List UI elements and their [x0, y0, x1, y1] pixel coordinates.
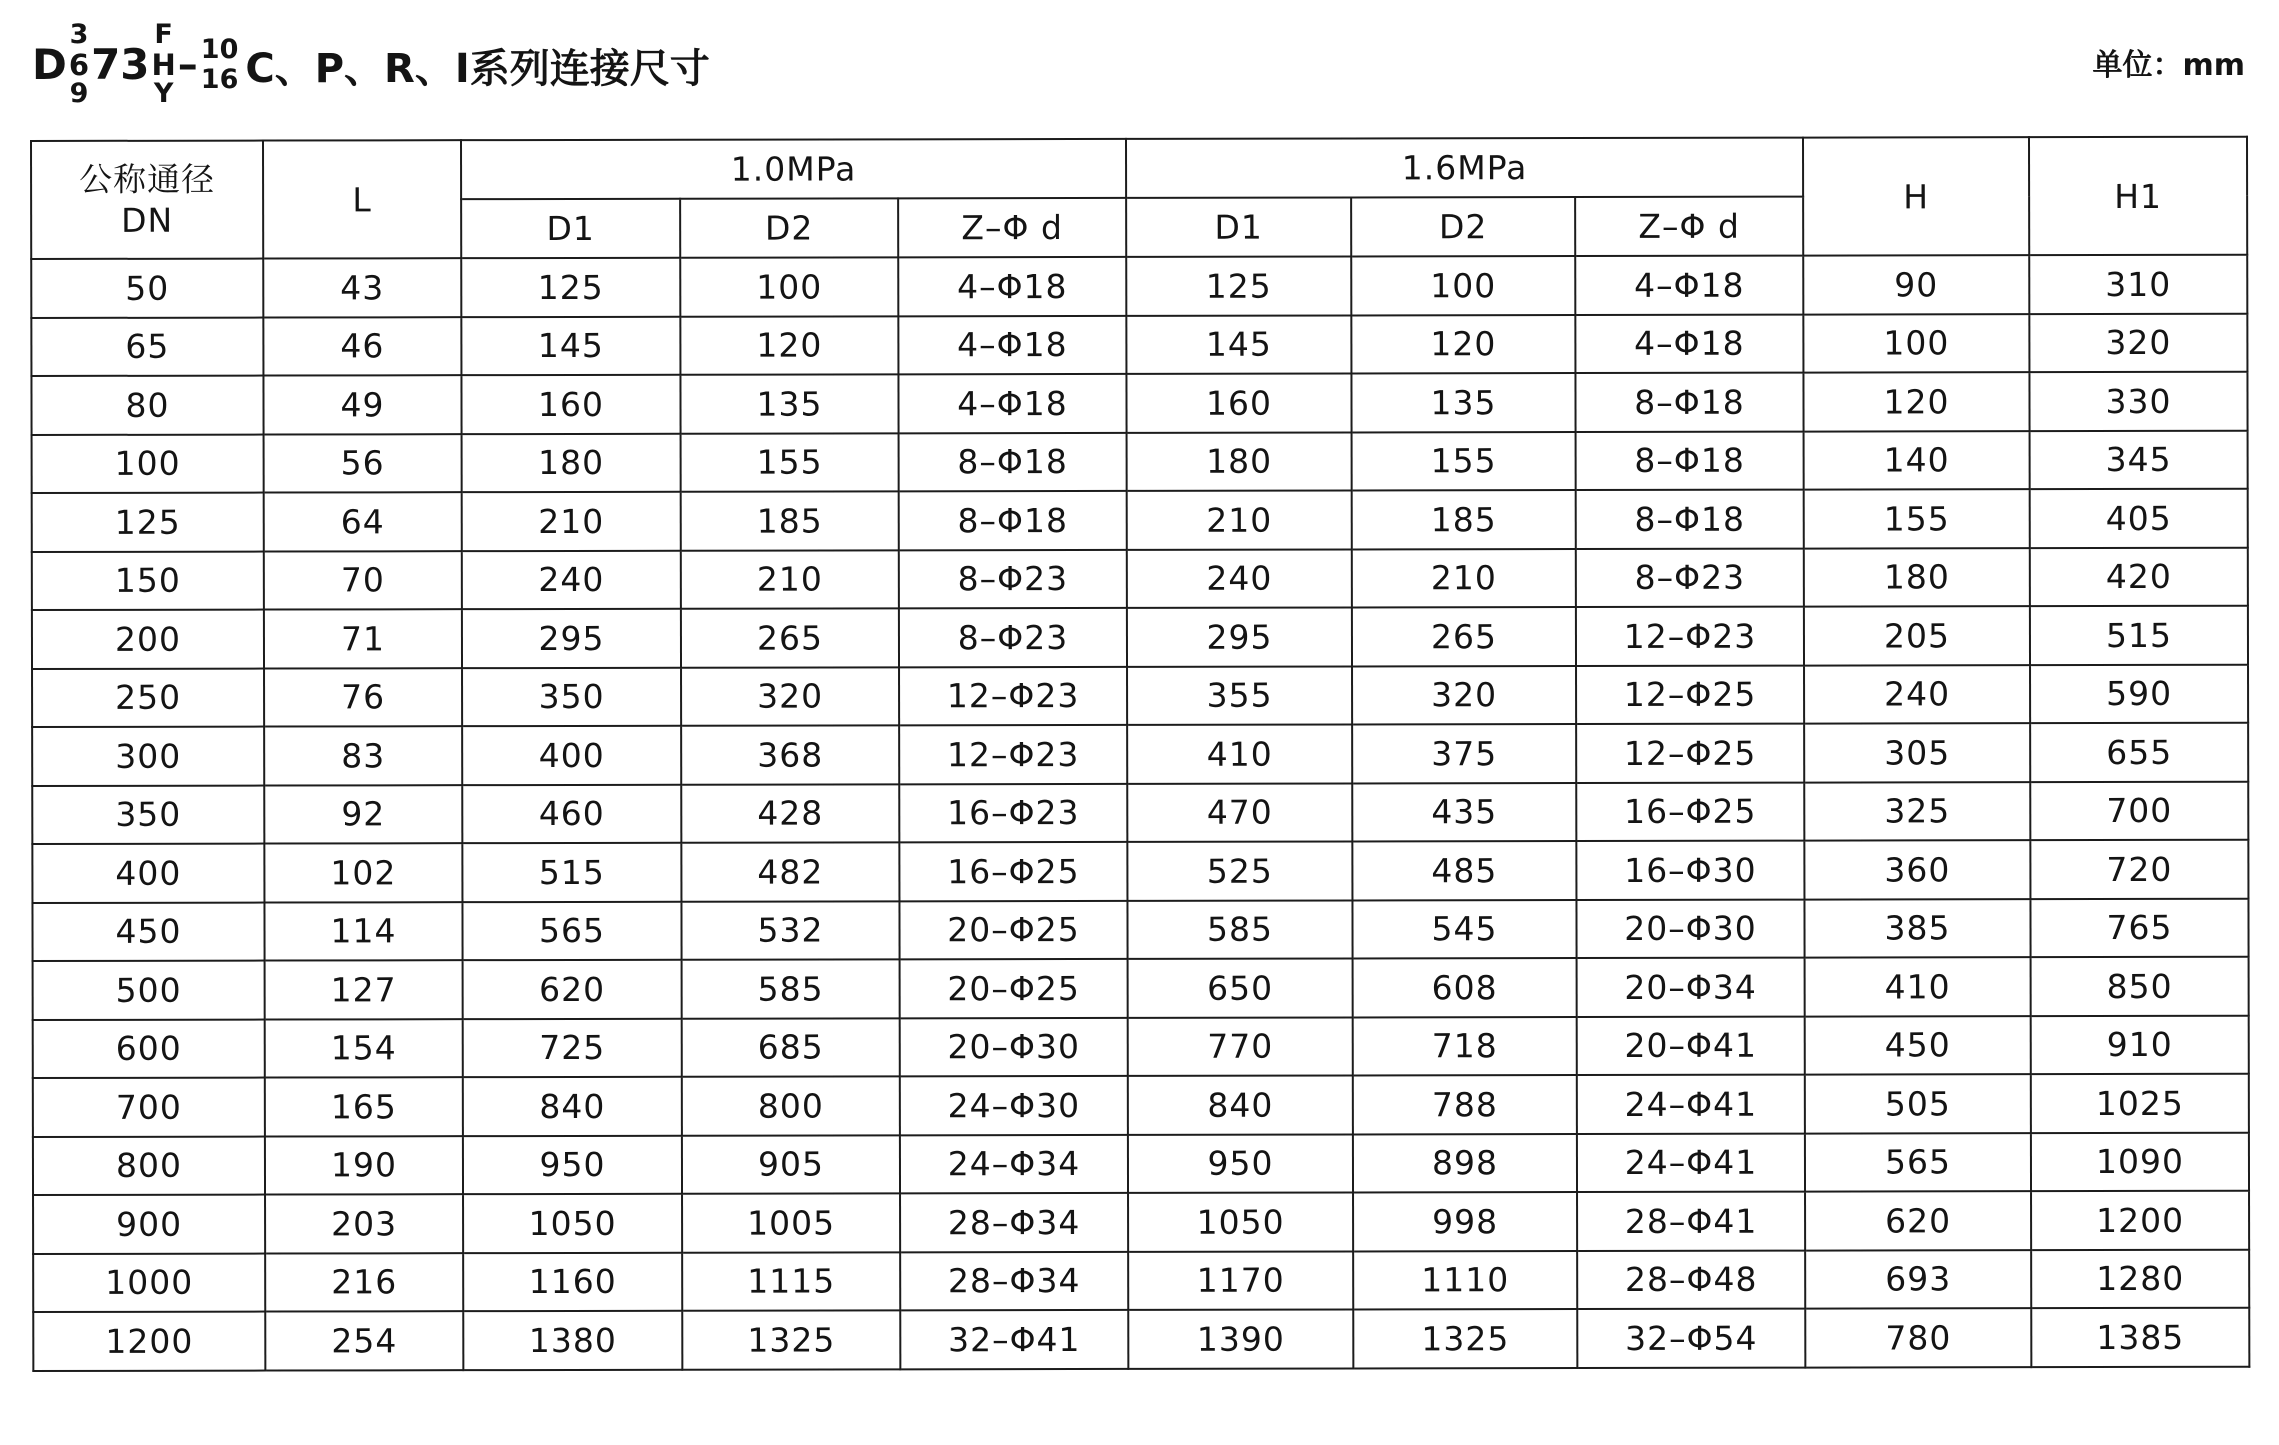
table-row [32, 840, 2248, 903]
cell-d1-1-6mpa: 410 [1127, 724, 1352, 783]
cell-d2-1-0mpa: 210 [681, 550, 899, 609]
table-header-row [31, 137, 2247, 200]
cell-dn: 100 [32, 434, 264, 493]
cell-dn: 1000 [33, 1253, 265, 1312]
cell-d1-1-0mpa: 725 [463, 1018, 682, 1077]
cell-d1-1-6mpa: 1170 [1128, 1251, 1353, 1310]
cell-d1-1-6mpa: 950 [1128, 1134, 1353, 1193]
cell-h1: 1200 [2031, 1191, 2249, 1250]
cell-l: 64 [264, 492, 462, 551]
table-body [31, 255, 2249, 1371]
cell-d2-1-6mpa: 1325 [1353, 1309, 1577, 1368]
cell-d2-1-6mpa: 210 [1352, 549, 1576, 608]
cell-d1-1-0mpa: 565 [462, 901, 681, 960]
cell-d1-1-0mpa: 210 [462, 492, 681, 551]
table-row [32, 664, 2248, 727]
subheader-z-d: Z–Φ d [1575, 197, 1803, 256]
cell-d1-1-0mpa: 1380 [463, 1311, 682, 1370]
cell-dn: 900 [33, 1195, 265, 1254]
cell-d1-1-0mpa: 145 [461, 316, 680, 375]
cell-d2-1-6mpa: 120 [1351, 315, 1575, 374]
cell-bolts-1-6mpa: 32–Φ54 [1577, 1309, 1805, 1368]
title-prefix: D [32, 40, 67, 89]
cell-h1: 590 [2030, 664, 2248, 723]
title-stack1-bottom: 9 [69, 78, 89, 110]
cell-d1-1-0mpa: 125 [461, 258, 680, 317]
cell-d1-1-6mpa: 210 [1127, 490, 1352, 549]
cell-d1-1-6mpa: 470 [1127, 783, 1352, 842]
cell-h: 325 [1804, 782, 2030, 841]
cell-l: 46 [263, 317, 461, 376]
cell-h1: 765 [2030, 898, 2248, 957]
cell-h: 360 [1804, 840, 2030, 899]
cell-dn: 700 [33, 1078, 265, 1137]
cell-d1-1-6mpa: 160 [1126, 373, 1351, 432]
header-h1: H1 [2029, 137, 2247, 255]
table-row [32, 489, 2248, 552]
cell-dn: 450 [32, 902, 264, 961]
cell-h1: 330 [2029, 372, 2247, 431]
cell-d2-1-6mpa: 320 [1352, 666, 1576, 725]
cell-d2-1-0mpa: 265 [681, 608, 899, 667]
cell-d1-1-0mpa: 1160 [463, 1252, 682, 1311]
cell-d1-1-0mpa: 515 [462, 843, 681, 902]
cell-bolts-1-6mpa: 28–Φ41 [1577, 1192, 1805, 1251]
cell-bolts-1-0mpa: 8–Φ23 [899, 608, 1127, 667]
cell-h1: 850 [2031, 957, 2249, 1016]
cell-l: 70 [264, 551, 462, 610]
cell-bolts-1-6mpa: 12–Φ25 [1576, 724, 1804, 783]
title-frac-bottom: 16 [200, 64, 239, 95]
cell-bolts-1-0mpa: 16–Φ23 [899, 783, 1127, 842]
title-stack1-mid: 6 [68, 47, 90, 82]
cell-dn: 350 [32, 785, 264, 844]
cell-d1-1-6mpa: 585 [1127, 900, 1352, 959]
subheader-z-d: Z–Φ d [898, 198, 1126, 257]
cell-d2-1-6mpa: 265 [1352, 607, 1576, 666]
cell-d2-1-6mpa: 718 [1353, 1017, 1577, 1076]
cell-d1-1-0mpa: 400 [462, 726, 681, 785]
cell-l: 127 [265, 960, 463, 1019]
cell-d2-1-0mpa: 532 [681, 901, 899, 960]
cell-l: 49 [263, 375, 461, 434]
cell-h: 120 [1803, 372, 2029, 431]
cell-bolts-1-0mpa: 4–Φ18 [898, 374, 1126, 433]
unit-label: 单位：mm [2092, 48, 2245, 83]
cell-l: 76 [264, 668, 462, 727]
cell-l: 165 [265, 1077, 463, 1136]
cell-h1: 405 [2030, 489, 2248, 548]
cell-dn: 125 [32, 493, 264, 552]
cell-h: 140 [1804, 431, 2030, 490]
cell-d1-1-6mpa: 145 [1126, 315, 1351, 374]
cell-l: 216 [265, 1253, 463, 1312]
cell-bolts-1-0mpa: 28–Φ34 [900, 1251, 1128, 1310]
dimension-table [30, 136, 2250, 1372]
cell-bolts-1-6mpa: 28–Φ48 [1577, 1250, 1805, 1309]
cell-d1-1-6mpa: 1390 [1128, 1309, 1353, 1368]
cell-bolts-1-6mpa: 16–Φ30 [1576, 841, 1804, 900]
header-l: L [263, 140, 461, 258]
cell-h1: 720 [2030, 840, 2248, 899]
table-row [33, 957, 2249, 1020]
header-dn-cn: 公称通径 [79, 159, 216, 199]
cell-d1-1-6mpa: 295 [1127, 607, 1352, 666]
cell-bolts-1-6mpa: 20–Φ34 [1577, 958, 1805, 1017]
cell-dn: 800 [33, 1136, 265, 1195]
title-pressure-stack [201, 35, 239, 94]
cell-d2-1-0mpa: 1115 [682, 1252, 900, 1311]
cell-h: 180 [1804, 548, 2030, 607]
cell-h1: 700 [2030, 781, 2248, 840]
title-mid: 73 [91, 40, 150, 89]
cell-d1-1-0mpa: 840 [463, 1077, 682, 1136]
cell-h: 565 [1805, 1133, 2031, 1192]
cell-d2-1-0mpa: 100 [680, 257, 898, 316]
header-h: H [1803, 137, 2029, 255]
subheader-d1: D1 [1126, 197, 1351, 256]
cell-d2-1-6mpa: 788 [1353, 1075, 1577, 1134]
cell-d2-1-0mpa: 120 [680, 316, 898, 375]
cell-h: 385 [1804, 899, 2030, 958]
table-row [32, 781, 2248, 844]
cell-dn: 400 [32, 844, 264, 903]
cell-d2-1-0mpa: 1005 [682, 1193, 900, 1252]
cell-h: 693 [1805, 1250, 2031, 1309]
cell-d2-1-6mpa: 1110 [1353, 1251, 1577, 1310]
title-material-stack [69, 21, 89, 108]
cell-h1: 1280 [2031, 1249, 2249, 1308]
cell-d1-1-0mpa: 295 [462, 609, 681, 668]
cell-h1: 345 [2030, 430, 2248, 489]
cell-d2-1-6mpa: 375 [1352, 724, 1576, 783]
header-dn [31, 141, 263, 259]
cell-dn: 500 [33, 961, 265, 1020]
cell-l: 92 [264, 785, 462, 844]
cell-d1-1-0mpa: 460 [462, 784, 681, 843]
cell-d2-1-6mpa: 485 [1352, 841, 1576, 900]
cell-d1-1-0mpa: 240 [462, 550, 681, 609]
cell-bolts-1-0mpa: 32–Φ41 [900, 1310, 1128, 1369]
table-row [31, 372, 2247, 435]
cell-h: 620 [1805, 1191, 2031, 1250]
cell-l: 56 [264, 434, 462, 493]
cell-bolts-1-6mpa: 4–Φ18 [1575, 256, 1803, 315]
cell-d2-1-0mpa: 685 [682, 1018, 900, 1077]
table-row [33, 1015, 2249, 1078]
cell-dn: 200 [32, 610, 264, 669]
cell-h: 205 [1804, 606, 2030, 665]
cell-d1-1-6mpa: 1050 [1128, 1192, 1353, 1251]
cell-h: 505 [1805, 1074, 2031, 1133]
cell-h: 410 [1805, 957, 2031, 1016]
title-dash: – [177, 42, 198, 88]
cell-h1: 515 [2030, 606, 2248, 665]
cell-h: 450 [1805, 1016, 2031, 1075]
cell-dn: 250 [32, 668, 264, 727]
cell-d2-1-6mpa: 155 [1352, 432, 1576, 491]
cell-d2-1-0mpa: 155 [681, 433, 899, 492]
cell-l: 43 [263, 258, 461, 317]
cell-bolts-1-6mpa: 24–Φ41 [1577, 1133, 1805, 1192]
header-group-1-0mpa: 1.0MPa [461, 139, 1126, 199]
cell-d1-1-0mpa: 950 [463, 1135, 682, 1194]
title-suffix: C、P、R、I系列连接尺寸 [245, 45, 710, 92]
cell-h: 100 [1803, 314, 2029, 373]
cell-bolts-1-6mpa: 8–Φ18 [1575, 373, 1803, 432]
table-row [33, 1074, 2249, 1137]
title-stack2-bottom: Y [153, 78, 174, 110]
table-row [32, 898, 2248, 961]
cell-dn: 1200 [33, 1312, 265, 1371]
table-row [31, 255, 2247, 318]
cell-bolts-1-6mpa: 16–Φ25 [1576, 782, 1804, 841]
cell-bolts-1-0mpa: 16–Φ25 [899, 842, 1127, 901]
cell-d1-1-6mpa: 525 [1127, 841, 1352, 900]
table-row [33, 1191, 2249, 1254]
cell-l: 71 [264, 609, 462, 668]
cell-d2-1-0mpa: 368 [681, 725, 899, 784]
cell-d1-1-0mpa: 160 [461, 375, 680, 434]
cell-d2-1-6mpa: 608 [1353, 958, 1577, 1017]
cell-h: 155 [1804, 489, 2030, 548]
header-dn-en: DN [121, 200, 174, 240]
table-row [33, 1308, 2249, 1371]
cell-d2-1-0mpa: 428 [681, 784, 899, 843]
cell-d1-1-6mpa: 770 [1128, 1017, 1353, 1076]
cell-d1-1-6mpa: 240 [1127, 549, 1352, 608]
cell-d1-1-6mpa: 180 [1127, 432, 1352, 491]
subheader-d1: D1 [461, 199, 680, 258]
cell-d1-1-6mpa: 125 [1126, 256, 1351, 315]
cell-l: 102 [264, 843, 462, 902]
cell-d1-1-0mpa: 350 [462, 667, 681, 726]
cell-bolts-1-6mpa: 20–Φ41 [1577, 1016, 1805, 1075]
cell-bolts-1-6mpa: 8–Φ23 [1576, 548, 1804, 607]
cell-d1-1-0mpa: 620 [463, 960, 682, 1019]
cell-bolts-1-0mpa: 4–Φ18 [898, 315, 1126, 374]
cell-bolts-1-6mpa: 24–Φ41 [1577, 1075, 1805, 1134]
document-title [32, 10, 710, 120]
title-stack2-mid: H [151, 47, 176, 82]
cell-h: 240 [1804, 665, 2030, 724]
title-seal-stack [152, 21, 176, 108]
cell-h: 305 [1804, 723, 2030, 782]
cell-dn: 600 [33, 1019, 265, 1078]
cell-d2-1-6mpa: 435 [1352, 783, 1576, 842]
cell-d2-1-6mpa: 135 [1351, 373, 1575, 432]
table-row [33, 1249, 2249, 1312]
cell-l: 203 [265, 1194, 463, 1253]
cell-h1: 420 [2030, 547, 2248, 606]
cell-d2-1-0mpa: 320 [681, 667, 899, 726]
cell-bolts-1-0mpa: 20–Φ30 [900, 1017, 1128, 1076]
subheader-d2: D2 [1351, 197, 1575, 256]
cell-d2-1-0mpa: 1325 [682, 1310, 900, 1369]
cell-dn: 50 [31, 259, 263, 318]
cell-dn: 80 [31, 376, 263, 435]
cell-l: 190 [265, 1136, 463, 1195]
cell-bolts-1-6mpa: 4–Φ18 [1575, 314, 1803, 373]
cell-l: 83 [264, 726, 462, 785]
cell-h1: 310 [2029, 255, 2247, 314]
cell-h1: 910 [2031, 1015, 2249, 1074]
title-stack2-top: F [154, 19, 173, 51]
cell-bolts-1-0mpa: 12–Φ23 [899, 725, 1127, 784]
cell-bolts-1-0mpa: 12–Φ23 [899, 666, 1127, 725]
cell-d2-1-6mpa: 998 [1353, 1192, 1577, 1251]
cell-bolts-1-0mpa: 8–Φ18 [899, 432, 1127, 491]
table-row [32, 430, 2248, 493]
cell-h1: 1025 [2031, 1074, 2249, 1133]
cell-l: 254 [265, 1311, 463, 1370]
cell-dn: 65 [31, 317, 263, 376]
cell-dn: 150 [32, 551, 264, 610]
cell-h1: 320 [2029, 313, 2247, 372]
cell-d2-1-0mpa: 185 [681, 491, 899, 550]
cell-bolts-1-0mpa: 4–Φ18 [898, 257, 1126, 316]
cell-d2-1-0mpa: 905 [682, 1135, 900, 1194]
cell-bolts-1-0mpa: 20–Φ25 [900, 959, 1128, 1018]
cell-bolts-1-0mpa: 8–Φ23 [899, 549, 1127, 608]
cell-bolts-1-6mpa: 12–Φ23 [1576, 607, 1804, 666]
cell-d2-1-0mpa: 585 [682, 959, 900, 1018]
cell-bolts-1-6mpa: 12–Φ25 [1576, 665, 1804, 724]
cell-h1: 655 [2030, 723, 2248, 782]
cell-bolts-1-6mpa: 8–Φ18 [1576, 490, 1804, 549]
table-row [32, 723, 2248, 786]
cell-bolts-1-6mpa: 20–Φ30 [1576, 899, 1804, 958]
cell-d1-1-6mpa: 650 [1128, 958, 1353, 1017]
cell-bolts-1-6mpa: 8–Φ18 [1576, 431, 1804, 490]
table-row [32, 547, 2248, 610]
cell-bolts-1-0mpa: 20–Φ25 [899, 900, 1127, 959]
cell-h1: 1385 [2031, 1308, 2249, 1367]
table-row [32, 606, 2248, 669]
cell-d2-1-0mpa: 482 [681, 842, 899, 901]
cell-d1-1-6mpa: 355 [1127, 666, 1352, 725]
cell-bolts-1-0mpa: 24–Φ30 [900, 1076, 1128, 1135]
header-group-1-6mpa: 1.6MPa [1126, 138, 1803, 198]
cell-d2-1-6mpa: 100 [1351, 256, 1575, 315]
cell-bolts-1-0mpa: 24–Φ34 [900, 1134, 1128, 1193]
title-stack1-top: 3 [69, 19, 89, 51]
cell-bolts-1-0mpa: 8–Φ18 [899, 491, 1127, 550]
cell-l: 154 [265, 1019, 463, 1078]
subheader-d2: D2 [680, 198, 898, 257]
cell-h: 90 [1803, 255, 2029, 314]
cell-d1-1-6mpa: 840 [1128, 1075, 1353, 1134]
table-row [31, 313, 2247, 376]
table-row [33, 1132, 2249, 1195]
cell-bolts-1-0mpa: 28–Φ34 [900, 1193, 1128, 1252]
cell-d2-1-6mpa: 898 [1353, 1134, 1577, 1193]
cell-d2-1-0mpa: 800 [682, 1076, 900, 1135]
cell-d2-1-0mpa: 135 [680, 374, 898, 433]
cell-dn: 300 [32, 727, 264, 786]
cell-d2-1-6mpa: 185 [1352, 490, 1576, 549]
cell-d1-1-0mpa: 180 [462, 433, 681, 492]
cell-l: 114 [264, 902, 462, 961]
cell-h: 780 [1805, 1308, 2031, 1367]
cell-h1: 1090 [2031, 1132, 2249, 1191]
cell-d2-1-6mpa: 545 [1352, 900, 1576, 959]
cell-d1-1-0mpa: 1050 [463, 1194, 682, 1253]
title-frac-top: 10 [200, 34, 239, 66]
